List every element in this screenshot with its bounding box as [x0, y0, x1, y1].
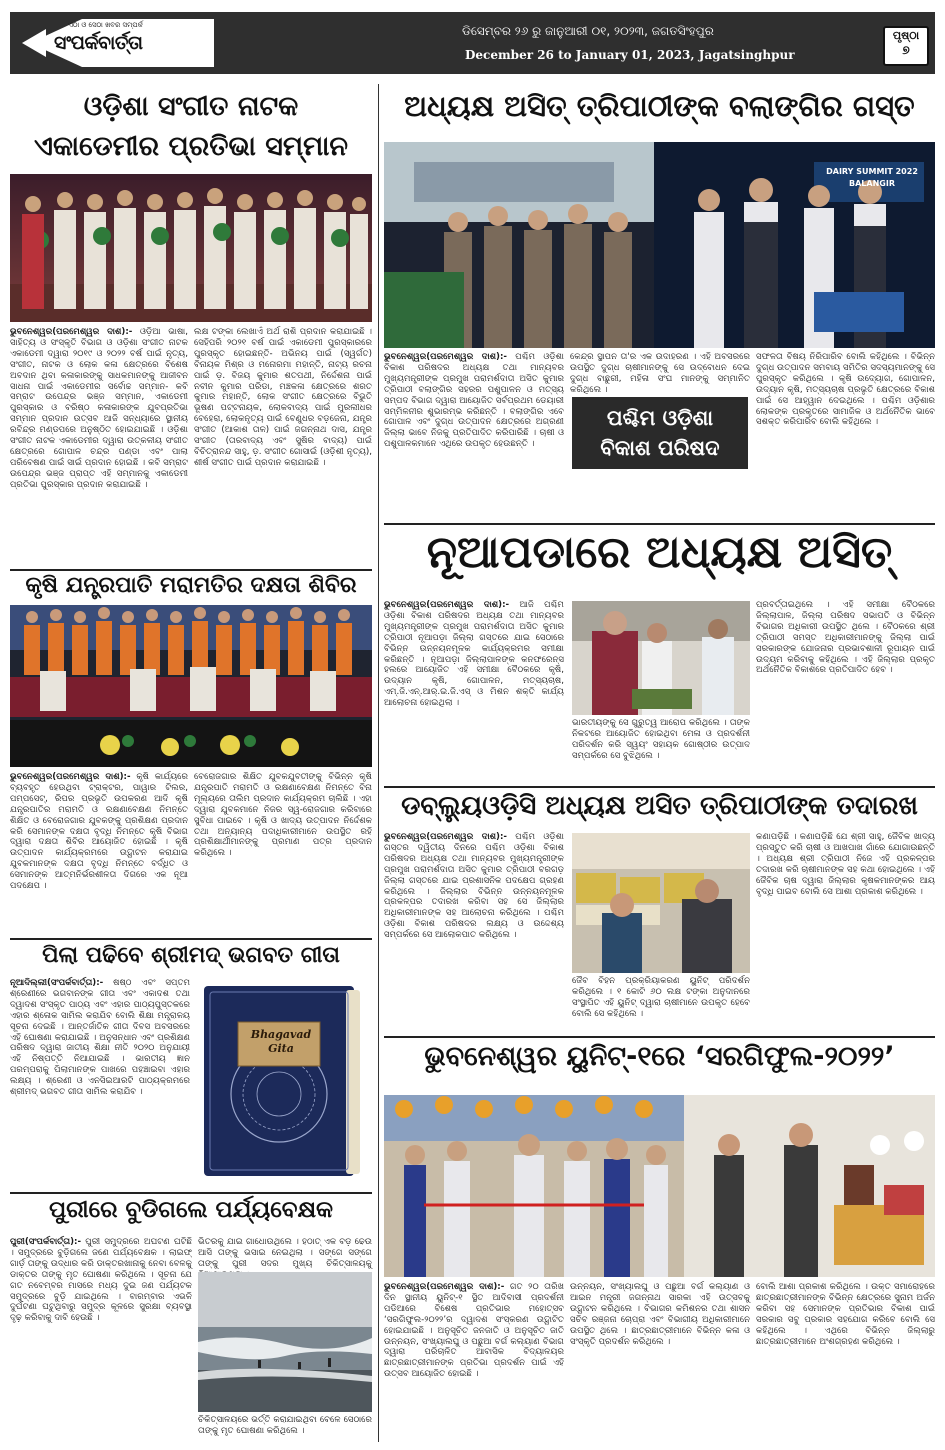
- article-5-body-end: ଚିକିତ୍ସାଳୟରେ ଭର୍ତ୍ତି କରାଯାଇଥିବା ବେଳେ ସେଠାରେ ତାଙ୍କୁ ମୃତ ଘୋଷଣା କରିଥିଲେ ।: [198, 1415, 372, 1436]
- article-1-text-left: ଓଡ଼ିଆ ଭାଷା, ସାହିତ୍ୟ ଓ ସଂସ୍କୃତି ବିଭାଗ ଓ ଓଡ଼ିଶା ସଂଗୀତ ନାଟକ ଏକାଡେମୀ ଦ୍ୱାରା ୨୦୧୯ ଓ ୨୦୨୨ ବର୍ଷ ପାଇଁ ନୃତ୍ୟ, ସଂଗୀତ, ନାଟକ ଓ ଲୋକ କଳା କ୍ଷେତ୍ରରେ ବିଶେଷ ଅବଦାନ ଥିବା କଳାକାରଙ୍କୁ ସାଧକମାନଙ୍କୁ ଆଜୀବନ ସାଧନା ପାଇଁ ଏକାଡେମୀର ସର୍ବୋଚ୍ଚ ସମ୍ମାନ- କବି ସମ୍ରାଟ ଉପେନ୍ଦ୍ର ଭଞ୍ଜ ସମ୍ମାନ, ଏକାଡେମୀ ପୁରସ୍କାର ଓ ବରିଷ୍ଠ କଳାକାରଙ୍କ ଯୁବପ୍ରତିଭା ସମ୍ମାନ ପ୍ରଦାନ ଉତ୍ସବ ଆଜି ସନ୍ଧ୍ୟାରେ ସ୍ଥାନୀୟ ରବିନ୍ଦ୍ର ମଣ୍ଡପରେ ଅନୁଷ୍ଠିତ ହୋଇଯାଇଛି । ଓଡ଼ିଶା ସଂଗୀତ ନାଟକ ଏକାଡେମୀର ଦ୍ୱାରା ଉତ୍କଳୀୟ ସଂଗୀତ କ୍ଷେତ୍ରରେ ଗୋପାଳ ଚନ୍ଦ୍ର ପଣ୍ଡା ଏବଂ ପାଲା ପରିବେଷଣ ପାଇଁ ସାଇଁ ପ୍ରଦାନ ହୋଇଛି । କବି ସମ୍ରାଟ ଉପେନ୍ଦ୍ର ଭଞ୍ଜ ପ୍ରାପ୍ତ ଏହି ସମ୍ମାନକୁ ଏକାଡେମୀ ପ୍ରତିଭା ପୁରସ୍କାର ପ୍ରଦାନ କରାଯାଇଛି ।: [10, 327, 188, 490]
- article-2-headline: ଅଧ୍ୟକ୍ଷ ଅସିତ୍ ତ୍ରିପାଠୀଙ୍କ ବଲାଙ୍ଗିର ଗସ୍ତ: [404, 89, 915, 123]
- article-1-photo: [10, 174, 372, 322]
- column-rule: [378, 84, 379, 1442]
- article-3-headline: କୃଷି ଯନ୍ତ୍ରପାତି ମରାମତିର ଦକ୍ଷତା ଶିବିର: [25, 573, 357, 598]
- section-divider: [384, 1036, 935, 1038]
- article-7-text-left: ପଶ୍ଚିମ ଓଡ଼ିଶା ଗସ୍ତର ଦ୍ୱିତୀୟ ଦିନରେ ପଶ୍ଚିମ ଓଡ଼ିଶା ବିକାଶ ପରିଷଦର ଅଧ୍ୟକ୍ଷ ତଥା ମାନ୍ୟବର ମୁଖ୍ୟମନ୍ତ୍ରୀଙ୍କ ପ୍ରମୁଖ ପରାମର୍ଶଦାତା ଅସିତ କୁମାର ତ୍ରିପାଠୀ ବରଗଡ଼ ଜିଲ୍ଲା ଗସ୍ତରେ ଯାଇ ପ୍ରଶାସନିକ ପଦକ୍ଷେପ ଗ୍ରହଣ କରିଥିଲେ । ଜିଲ୍ଲାର ବିଭିନ୍ନ ଉନ୍ନୟନମୂଳକ ପ୍ରକଳ୍ପର ତଦାରଖ କରିବା ସହ ସେ ଜିଲ୍ଲାର ଅଧିକାରୀମାନଙ୍କ ସହ ଆଲୋଚନା କରିଥିଲେ । ପଶ୍ଚିମ ଓଡ଼ିଶା ବିକାଶ ପରିଷଦର ଲକ୍ଷ୍ୟ ଓ ଉଦ୍ଦେଶ୍ୟ ସମ୍ପର୍କରେ ସେ ଆଲୋକପାତ କରିଥିଲେ ।: [384, 832, 564, 941]
- article-6-dateline: ଭୁବନେଶ୍ୱର(ପରମେଶ୍ୱର ଦାଶ):-: [384, 600, 510, 610]
- article-6-headline: ନୂଆପଡାରେ ଅଧ୍ୟକ୍ଷ ଅସିତ୍: [426, 527, 893, 578]
- article-5-body-left: [10, 1237, 192, 1442]
- article-8-dateline: ଭୁବନେଶ୍ୱର(ପରମେଶ୍ୱର ଦାଶ):-: [384, 1282, 505, 1292]
- article-5-headline: ପୁରୀରେ ବୁଡିଗଲେ ପର୍ଯ୍ୟବେକ୍ଷକ: [48, 1197, 334, 1223]
- article-7-photo: [572, 833, 750, 973]
- article-3-photo: [10, 605, 372, 767]
- article-7-body-left: [384, 832, 564, 1032]
- article-5-dateline: ପୁରୀ(ସଂପର୍କବାର୍ତ୍ତା):-: [10, 1237, 82, 1247]
- article-1-body-left: [10, 327, 188, 567]
- date-odia: ଡିସେମ୍ବର ୨୬ ରୁ ଜାନୁଆରୀ ୦୧, ୨୦୨୩, ଜଗତସିଂହପୁର: [462, 24, 714, 38]
- article-6-photo: [572, 601, 750, 715]
- section-divider: [384, 523, 935, 525]
- article-4-headline: ପିଲା ପଢିବେ ଶ୍ରୀମଦ୍ ଭଗବତ ଗୀତା: [42, 943, 340, 968]
- article-3-body-right: ବେରୋଜଗାର ଶିକ୍ଷିତ ଯୁବକଯୁବତୀଙ୍କୁ ବିଭିନ୍ନ କୃଷି ଯନ୍ତ୍ରପାତି ମରାମତି ଓ ରକ୍ଷଣାବେକ୍ଷଣ ନିମନ୍ତେ ବିନା ମୂଲ୍ୟରେ ତାଲିମ ପ୍ରଦାନ କାର୍ଯ୍ୟକ୍ରମ ଚାଲିଛି । ଏହା ଦ୍ୱାରା ଯୁବକମାନେ ନିଜର ସ୍ୱ-ରୋଜଗାର କରିବାରେ ସୁବିଧା ପାଇବେ । କୃଷି ଓ ଖାଦ୍ୟ ଉତ୍ପାଦନ ନିର୍ଦ୍ଦେଶକ ତଥା ଅନ୍ୟାନ୍ୟ ପଦାଧିକାରୀମାନେ ଉପସ୍ଥିତ ରହି ପ୍ରଶିକ୍ଷାର୍ଥୀମାନଙ୍କୁ ପ୍ରମାଣ ପତ୍ର ପ୍ରଦାନ କରିଥିଲେ ।: [194, 772, 372, 859]
- date-english: December 26 to January 01, 2023, Jagatsinghpur: [465, 48, 795, 62]
- section-divider: [10, 1192, 372, 1194]
- article-5-text-left: ପୁରୀ ସମୁଦ୍ରରେ ଅଘଟଣ ଘଟିଛି । ସମୁଦ୍ରରେ ବୁଡ଼ିଗଲେ ଜଣେ ପର୍ଯ୍ୟବେକ୍ଷକ । ଲାଇଫ୍ ଗାର୍ଡ଼ ତାଙ୍କୁ ଉଦ୍ଧାର କରି ଡାକ୍ତରଖାନାକୁ ନେବା ବେଳକୁ ଡାକ୍ତର ତାଙ୍କୁ ମୃତ ଘୋଷଣା କରିଥିଲେ । ସୂଚନା ଯେ ଗତ ନବେମ୍ବର ମାସରେ ମଧ୍ୟ ଦୁଇ ଜଣ ପର୍ଯ୍ୟଟକ ସମୁଦ୍ରରେ ବୁଡ଼ି ଯାଇଥିଲେ । ବାରମ୍ବାର ଏଭଳି ଦୁର୍ଘଟଣା ଘଟୁଥିବାରୁ ସମୁଦ୍ର କୂଳରେ ସୁରକ୍ଷା ବ୍ୟବସ୍ଥା ଦୃଢ଼ କରିବାକୁ ଦାବି ହେଉଛି ।: [10, 1237, 193, 1324]
- article-2-body-2: କେନ୍ଦ୍ର ସ୍ଥାପନ ତା'ର ଏକ ଉଦାହରଣ । ଏହି ଅବସରରେ ଉପସ୍ଥିତ ଦୁଗ୍ଧ ଚାଷୀମାନଙ୍କୁ ସେ ଉଦ୍ବୋଧନ ଦେଇ ଦୁଗ୍ଧ ବାଛୁରୀ, ମହିଳା ସଂଘ ମାନଙ୍କୁ ସମ୍ମାନିତ କରିଥିଲେ ।: [570, 352, 750, 395]
- article-8-body-left: [384, 1282, 564, 1442]
- logo-tagline: ଏଠା ଓ ସେଠା ଖବର ସମ୍ପର୍କ: [68, 21, 143, 29]
- article-7-body-right: କଣାପଡ଼ିଛି । କଣାପଡ଼ିଛି ଯେ ଶ୍ରୀ ସାହୁ, ଜୈବିକ ଖାଦ୍ୟ ପ୍ରସ୍ତୁତ କରି ଚାଷୀ ଓ ଆଖପାଖ ଗାଁରେ ଯୋଗାଉଛନ୍ତି । ଅଧ୍ୟକ୍ଷ ଶ୍ରୀ ତ୍ରିପାଠୀ ନିଜେ ଏହି ପ୍ରକଳ୍ପର ତଦାରଖ କରି ଚାଷୀମାନଙ୍କ ସହ କଥା ହୋଇଥିଲେ । ଏହି ଜୈବିକ ଚାଷ ଦ୍ୱାରା ଜିଲ୍ଲାର କୃଷକମାନଙ୍କର ଆୟ ବୃଦ୍ଧି ପାଇବ ବୋଲି ସେ ଆଶା ପ୍ରକାଶ କରିଥିଲେ ।: [756, 832, 935, 897]
- page-number-box: [883, 26, 929, 66]
- article-2-photo: [384, 142, 935, 348]
- article-1-dateline: ଭୁବନେଶ୍ୱର(ପରମେଶ୍ୱର ଦାଶ):-: [10, 327, 133, 337]
- article-7-body-mid: ଜୈବ ବିହନ ପ୍ରକ୍ରିୟାକରଣ ୟୁନିଟ୍ ପରିଦର୍ଶନ କରିଥିଲେ । ୧ କୋଟି ୬୦ ଲକ୍ଷ ଟଙ୍କା ଅନୁଦାନରେ ସଂସ୍ଥାପିତ ଏହି ୟୁନିଟ୍ ଦ୍ୱାରା ଚାଷୀମାନେ ଉପକୃତ ହେବେ ବୋଲି ସେ କହିଥିଲେ ।: [572, 976, 750, 1019]
- section-divider: [10, 569, 372, 571]
- article-1-headline-line-2: ଏକାଡେମୀର ପ୍ରତିଭା ସମ୍ମାନ: [33, 131, 349, 162]
- article-8-photo: [384, 1095, 935, 1277]
- article-1-body-right: ଲକ୍ଷ ଟଙ୍କା ଲେଖାଏଁ ଅର୍ଥ ରାଶି ପ୍ରଦାନ କରାଯାଇଛି । ସେହିପରି ୨୦୨୧ ବର୍ଷ ପାଇଁ ଏକାଡେମୀ ପୁରସ୍କାରରେ ପୁରସ୍କୃତ ହୋଇଛନ୍ତି- ଅଭିନୟ ପାଇଁ (ସ୍ୱର୍ଗତ) ବିନାୟକ ମିଶ୍ର ଓ ମନୋରମା ମହାନ୍ତି, ନାଟ୍ୟ ରଚନା ପାଇଁ ଡ଼. ବିଜୟ କୁମାର ଶତପଥୀ, ନିର୍ଦ୍ଦେଶନା ପାଇଁ ନବୀନ କୁମାର ପରିଡା, ମଞ୍ଚକଳା କ୍ଷେତ୍ରରେ ଶରତ କୁମାର ମହାନ୍ତି, ଲୋକ ସଂଗୀତ କ୍ଷେତ୍ରରେ ବିଭୁତି ଭୂଷଣ ପଟ୍ଟନାୟକ, ଲୋକବାଦ୍ୟ ପାଇଁ ମୁରଲୀଧର ବେହେରା, ଲୋକନୃତ୍ୟ ପାଇଁ ବେଣୁଧର ବଡ଼ଜେନା, ଯନ୍ତ୍ର ସଂଗୀତ (ଆକାଶ ତାଳ) ପାଇଁ ଜଗନ୍ନାଥ ଦାସ, ଯନ୍ତ୍ର ସଂଗୀତ (ତାରବାଦ୍ୟ ଏବଂ ସୁଷିର ବାଦ୍ୟ) ପାଇଁ ବିଚିତ୍ରାନନ୍ଦ ସାହୁ, ଡ଼. ସଂଗୀତ ଗୋସାଇଁ (ଓଡ଼ିଶୀ ନୃତ୍ୟ), ଶୀର୍ଷ ସଂଗୀତ ପାଇଁ ପ୍ରଦାନ କରାଯାଇଛି ।: [194, 327, 372, 468]
- article-4-body: [10, 978, 190, 1186]
- article-6-body-mid: ଭାରତୀୟଙ୍କୁ ସେ ଗୁରୁତ୍ୱ ଆରୋପ କରିଥିଲେ । ତାଙ୍କ ନିକଟରେ ଆୟୋଜିତ ହୋଇଥିବା ମେଳା ଓ ପ୍ରଦର୍ଶନୀ ପରିଦର୍ଶନ କରି ସ୍ୱୟଂ ସହାୟକ ଗୋଷ୍ଠୀର ଉତ୍ପାଦ ସମ୍ପର୍କରେ ସେ ବୁଝିଥିଲେ ।: [572, 718, 750, 761]
- article-2-dateline: ଭୁବନେଶ୍ୱର(ପରମେଶ୍ୱର ଦାଶ):-: [384, 352, 507, 362]
- masthead: [10, 12, 935, 74]
- article-1-headline-line-1: ଓଡ଼ିଶା ସଂଗୀତ ନାଟକ: [83, 91, 299, 122]
- article-7-headline: ଡବ୍ଲ୍ୟୁଓଡ଼ିସି ଅଧ୍ୟକ୍ଷ ଅସିତ ତ୍ରିପାଠୀଙ୍କ ତଦାରଖ: [401, 791, 918, 821]
- box-heading-line-2: ବିକାଶ ପରିଷଦ: [600, 436, 720, 460]
- article-5-body-right: ଭିତରକୁ ଯାଇ ଗାଧୋଉଥିଲେ । ହଠାତ୍ ଏକ ବଡ଼ ଢେଉ ଆସି ତାଙ୍କୁ ଭସାଇ ନେଇଥିଲା । ସଙ୍ଗେ ସଙ୍ଗେ ତାଙ୍କୁ ପୁରୀ ସଦର ମୁଖ୍ୟ ଚିକିତ୍ସାଳୟକୁ: [198, 1237, 372, 1269]
- article-3-dateline: ଭୁବନେଶ୍ୱର(ପରମେଶ୍ୱର ଦାଶ):-: [10, 772, 131, 782]
- page-number: ୭: [902, 43, 910, 57]
- article-8-headline: ଭୁବନେଶ୍ୱର ୟୁନିଟ୍-୧ରେ ‘ସରଗିଫୁଲ-୨୦୨୨’: [424, 1041, 895, 1072]
- article-6-text-left: ଆଜି ପଶ୍ଚିମ ଓଡ଼ିଶା ବିକାଶ ପରିଷଦର ଅଧ୍ୟକ୍ଷ ତଥା ମାନ୍ୟବର ମୁଖ୍ୟମନ୍ତ୍ରୀଙ୍କ ପ୍ରମୁଖ ପରାମର୍ଶଦାତା ଅସିତ କୁମାର ତ୍ରିପାଠୀ ନୂଆପଡ଼ା ଜିଲ୍ଲା ଗସ୍ତରେ ଯାଇ ସେଠାରେ ବିଭିନ୍ନ ଉନ୍ନୟନମୂଳକ କାର୍ଯ୍ୟକ୍ରମର ସମୀକ୍ଷା କରିଛନ୍ତି । ନୂଆପଡ଼ା ଜିଲ୍ଲାପାଳଙ୍କ କନଫରେନ୍ସ ହଲରେ ଆୟୋଜିତ ଏହି ସମୀକ୍ଷା ବୈଠକରେ କୃଷି, ଉଦ୍ୟାନ କୃଷି, ଗୋପାଳନ, ମତ୍ସ୍ୟଚାଷ, ଏମ୍.ଜି.ଏନ୍.ଆର୍.ଇ.ଜି.ଏସ୍ ଓ ମିଶନ ଶକ୍ତି କାର୍ଯ୍ୟ ଆଲୋଚନା ହୋଇଥିଲା ।: [384, 600, 564, 709]
- article-8-body-right: ବୋଲି ଆଶା ପ୍ରକାଶ କରିଥିଲେ । ଉକ୍ତ ସମାରୋହରେ ଛାତ୍ରଛାତ୍ରୀମାନଙ୍କ ବିଭିନ୍ନ କ୍ଷେତ୍ରରେ ସୁନାମ ଅର୍ଜନ କରିବା ସହ ସେମାନଙ୍କ ପ୍ରତିଭାର ବିକାଶ ପାଇଁ ସରକାର ସବୁ ପ୍ରକାର ସହଯୋଗ କରିବେ ବୋଲି ସେ କହିଥିଲେ । ଏଥିରେ ବିଭିନ୍ନ ଜିଲ୍ଲାରୁ ଛାତ୍ରଛାତ୍ରୀମାନେ ଅଂଶଗ୍ରହଣ କରିଥିଲେ ।: [756, 1282, 935, 1347]
- article-3-body-left: [10, 772, 188, 935]
- article-8-body-mid: ଉନ୍ନୟନ, ସଂଖ୍ୟାଲଘୁ ଓ ପଛୁଆ ବର୍ଗ କଲ୍ୟାଣ ଓ ଆଇନ ମନ୍ତ୍ରୀ ଜଗନ୍ନାଥ ସାରକା ଏହି ଉତ୍ସବକୁ ଉଦ୍ଘାଟନ କରିଥିଲେ । ବିଭାଗର କମିଶନର ତଥା ଶାସନ ସଚିବ ରଞ୍ଜନା ଚୋପ୍ରା ଏବଂ ବିଭାଗୀୟ ଅଧିକାରୀମାନେ ଉପସ୍ଥିତ ଥିଲେ । ଛାତ୍ରଛାତ୍ରୀମାନେ ବିଭିନ୍ନ କଳା ଓ ସଂସ୍କୃତି ପ୍ରଦର୍ଶନ କରିଥିଲେ ।: [570, 1282, 750, 1347]
- section-divider: [10, 938, 372, 940]
- article-2-text-1: ପଶ୍ଚିମ ଓଡ଼ିଶା ବିକାଶ ପରିଷଦର ଅଧ୍ୟକ୍ଷ ତଥା ମାନ୍ୟବର ମୁଖ୍ୟମନ୍ତ୍ରୀଙ୍କ ପ୍ରମୁଖ ପରାମର୍ଶଦାତା ଅସିତ କୁମାର ତ୍ରିପାଠୀ ବଲାଙ୍ଗିର ସହରର ପଶୁପାଳନ ଓ ମତ୍ସ୍ୟ ସମ୍ପଦ ବିଭାଗ ଦ୍ୱାରା ଆୟୋଜିତ ସର୍ବପ୍ରଥମ ଡେୟାରୀ ସମ୍ମିଳନୀର ଶୁଭାରମ୍ଭ କରିଛନ୍ତି । ବଲାଙ୍ଗିର ଏବେ ଗୋପାଳ ଏବଂ ଦୁଗ୍ଧ ଉତ୍ପାଦନ କ୍ଷେତ୍ରରେ ଅଗ୍ରଣୀ ଜିଲ୍ଲା ଭାବେ ନିଜକୁ ପ୍ରତିପାଦିତ କରିପାରିଛି । ଚାଷୀ ଓ ପଶୁପାଳକମାନେ ଏଥିରେ ଉପକୃତ ହେଉଛନ୍ତି ।: [384, 352, 564, 450]
- article-2-body-3: ସଫଳତା ବିଷୟ ନିରିପାରିବ ବୋଲି କହିଥିଲେ । ବିଭିନ୍ନ ଦୁଗ୍ଧ ଉତ୍ପାଦନ ସମବାୟ ସମିତିର ସଦସ୍ୟମାନଙ୍କୁ ସେ ପୁରସ୍କୃତ କରିଥିଲେ । କୃଷି ଉଦ୍ୟୋଗ, ଗୋପାଳନ, ଉଦ୍ୟାନ କୃଷି, ମତ୍ସ୍ୟଚାଷ ପ୍ରଭୃତି କ୍ଷେତ୍ରରେ ବିକାଶ ପାଇଁ ସେ ଆହ୍ୱାନ ଦେଇଥିଲେ । ପଶ୍ଚିମ ଓଡ଼ିଶାର ଲୋକଙ୍କ ପ୍ରକୃତରେ ସାମାଜିକ ଓ ଅର୍ଥନୈତିକ ଭାବେ ସଶକ୍ତ କରିପାରିବ ବୋଲି କହିଥିଲେ ।: [756, 352, 936, 428]
- article-5-photo-beach: [198, 1272, 372, 1412]
- dairy-summit-banner: DAIRY SUMMIT 2022 BALANGIR: [826, 167, 918, 188]
- box-heading-line-1: ପଶ୍ଚିମ ଓଡ଼ିଶା: [606, 406, 714, 430]
- article-2-body-1: [384, 352, 564, 522]
- article-4-text: ଷଷ୍ଠ ଏବଂ ସପ୍ତମ ଶ୍ରେଣୀରେ ଭଗବାନଙ୍କ ଗୀତା ଏବଂ ଏକାଦଶ ତଥା ଦ୍ୱାଦଶ ସଂସ୍କୃତ ପାଠ୍ୟ ଏବଂ ଏହାର ପାଠ୍ୟପୁସ୍ତକରେ ଏହାର ଶ୍ଳୋକ ସାମିଲ କରାଯିବ ବୋଲି ଶିକ୍ଷା ମନ୍ତ୍ରାଳୟ ସୂଚନା ଦେଇଛି । ଆନ୍ତର୍ଜାତିକ ଗୀତା ଦିବସ ଅବସରରେ ଏହି ଘୋଷଣା କରାଯାଇଛି । ଅନୁସନ୍ଧାନ ଏବଂ ପ୍ରଶିକ୍ଷଣ ପରିଷଦ ଦ୍ୱାରା ଜାତୀୟ ଶିକ୍ଷା ନୀତି ୨୦୨୦ ଅନୁଯାୟୀ ଏହି ନିଷ୍ପତ୍ତି ନିଆଯାଇଛି । ଭାରତୀୟ ଜ୍ଞାନ ପରମ୍ପରାକୁ ପିଲାମାନଙ୍କ ପାଖରେ ପହଞ୍ଚାଇବା ଏହାର ଲକ୍ଷ୍ୟ । ଶ୍ରେଣୀ ଓ ଏନସିଇଆରଟି ପାଠ୍ୟକ୍ରମରେ ଶ୍ରୀମଦ୍ ଭଗବତ ଗୀତା ସାମିଲ କରାଯିବ ।: [10, 978, 190, 1098]
- article-2-box-heading: [572, 397, 748, 469]
- book-title-line-2: Gita: [268, 1042, 294, 1055]
- article-7-dateline: ଭୁବନେଶ୍ୱର(ପରମେଶ୍ୱର ଦାଶ):-: [384, 832, 507, 842]
- bhagavad-gita-book-image: [196, 976, 372, 1186]
- article-3-text-left: କୃଷି କାର୍ଯ୍ୟରେ ବ୍ୟବହୃତ ହେଉଥିବା ଟ୍ରାକ୍ଟର, ପାୱାର ଟିଲର, ପମ୍ପସେଟ୍, ରିପର ପ୍ରଭୃତି ଉପକରଣ ଆଦି କୃଷି ଯନ୍ତ୍ରପାତିର ମରାମତି ଓ ରକ୍ଷଣାବେକ୍ଷଣ ନିମନ୍ତେ ଶିକ୍ଷିତ ଓ ବେରୋଜଗାର ଯୁବକଙ୍କୁ ପ୍ରଶିକ୍ଷଣ ପ୍ରଦାନ କରି ସେମାନଙ୍କ ଦକ୍ଷତା ବୃଦ୍ଧି ନିମନ୍ତେ କୃଷି ବିଭାଗ ଦ୍ୱାରା ଦକ୍ଷତା ଶିବିର ଆୟୋଜିତ ହୋଇଛି । କୃଷି ଉତ୍ପାଦନ କାର୍ଯ୍ୟକ୍ରମରେ ଉଦ୍ଘାଟନ କରାଯାଇ ଯୁବକମାନଙ୍କ ଦକ୍ଷତା ବୃଦ୍ଧି ନିମନ୍ତେ ବର୍ଦ୍ଧିତ ଓ ସେମାନଙ୍କ ଆତ୍ମନିର୍ଭରଶୀଳତା ଦିଗରେ ଏକ ନୂଆ ପଦକ୍ଷେପ ।: [10, 772, 188, 892]
- page-label: ପୃଷ୍ଠା: [892, 29, 920, 42]
- article-4-dateline: ନୂଆଦିଲ୍ଲୀ(ସଂପର୍କବାର୍ତ୍ତା):-: [10, 978, 104, 988]
- article-6-body-left: [384, 600, 564, 783]
- article-8-text-left: ଗତ ୨୦ ତାରିଖ ଦିନ ସ୍ଥାନୀୟ ୟୁନିଟ୍-୧ ସ୍ଥିତ ଆଦିବାସୀ ପ୍ରଦର୍ଶନୀ ପଡିଆରେ ବିଶେଷ ପ୍ରତିଭାର ମହୋତ୍ସବ ‘ସରଗିଫୁଲ-୨୦୨୨’ର ଦ୍ୱାଦଶ ସଂସ୍କରଣ ଉଦ୍ଘାଟିତ ହୋଇଯାଇଛି । ଅନୁସୂଚିତ ଜନଜାତି ଓ ଅନୁସୂଚିତ ଜାତି ଉନ୍ନୟନ, ସଂଖ୍ୟାଲଘୁ ଓ ପଛୁଆ ବର୍ଗ କଲ୍ୟାଣ ବିଭାଗ ଦ୍ୱାରା ପରିଚାଳିତ ଆବାସିକ ବିଦ୍ୟାଳୟର ଛାତ୍ରଛାତ୍ରୀମାନଙ୍କ ପ୍ରତିଭା ପ୍ରଦର୍ଶନ ପାଇଁ ଏହି ଉତ୍ସବ ଆୟୋଜିତ ହୋଇଛି ।: [384, 1282, 565, 1380]
- section-divider: [384, 786, 935, 788]
- article-6-body-right: ପ୍ରବର୍ତ୍ତାଇଥିଲେ । ଏହି ସମୀକ୍ଷା ବୈଠକରେ ଜିଲ୍ଲାପାଳ, ଜିଲ୍ଲା ପରିଷଦ ସଭାପତି ଓ ବିଭିନ୍ନ ବିଭାଗର ଅଧିକାରୀ ଉପସ୍ଥିତ ଥିଲେ । ବୈଠକରେ ଶ୍ରୀ ତ୍ରିପାଠୀ ସମସ୍ତ ଅଧିକାରୀମାନଙ୍କୁ ଜିଲ୍ଲା ପାଇଁ ସରକାରଙ୍କ ଯୋଜନାର ପ୍ରଭାବଶାଳୀ ରୂପାୟନ ପାଇଁ ଉଦ୍ୟମ କରିବାକୁ କହିଥିଲେ । ଏହି ଜିଲ୍ଲାର ପ୍ରକୃତ ଅର୍ଥନୈତିକ ବିକାଶରେ ପ୍ରତିପାଦିତ ହେବ ।: [756, 600, 935, 676]
- book-title: [246, 1028, 316, 1056]
- book-title-line-1: Bhagavad: [250, 1028, 312, 1041]
- newspaper-name: ସଂପର୍କବାର୍ତ୍ତା: [54, 32, 143, 54]
